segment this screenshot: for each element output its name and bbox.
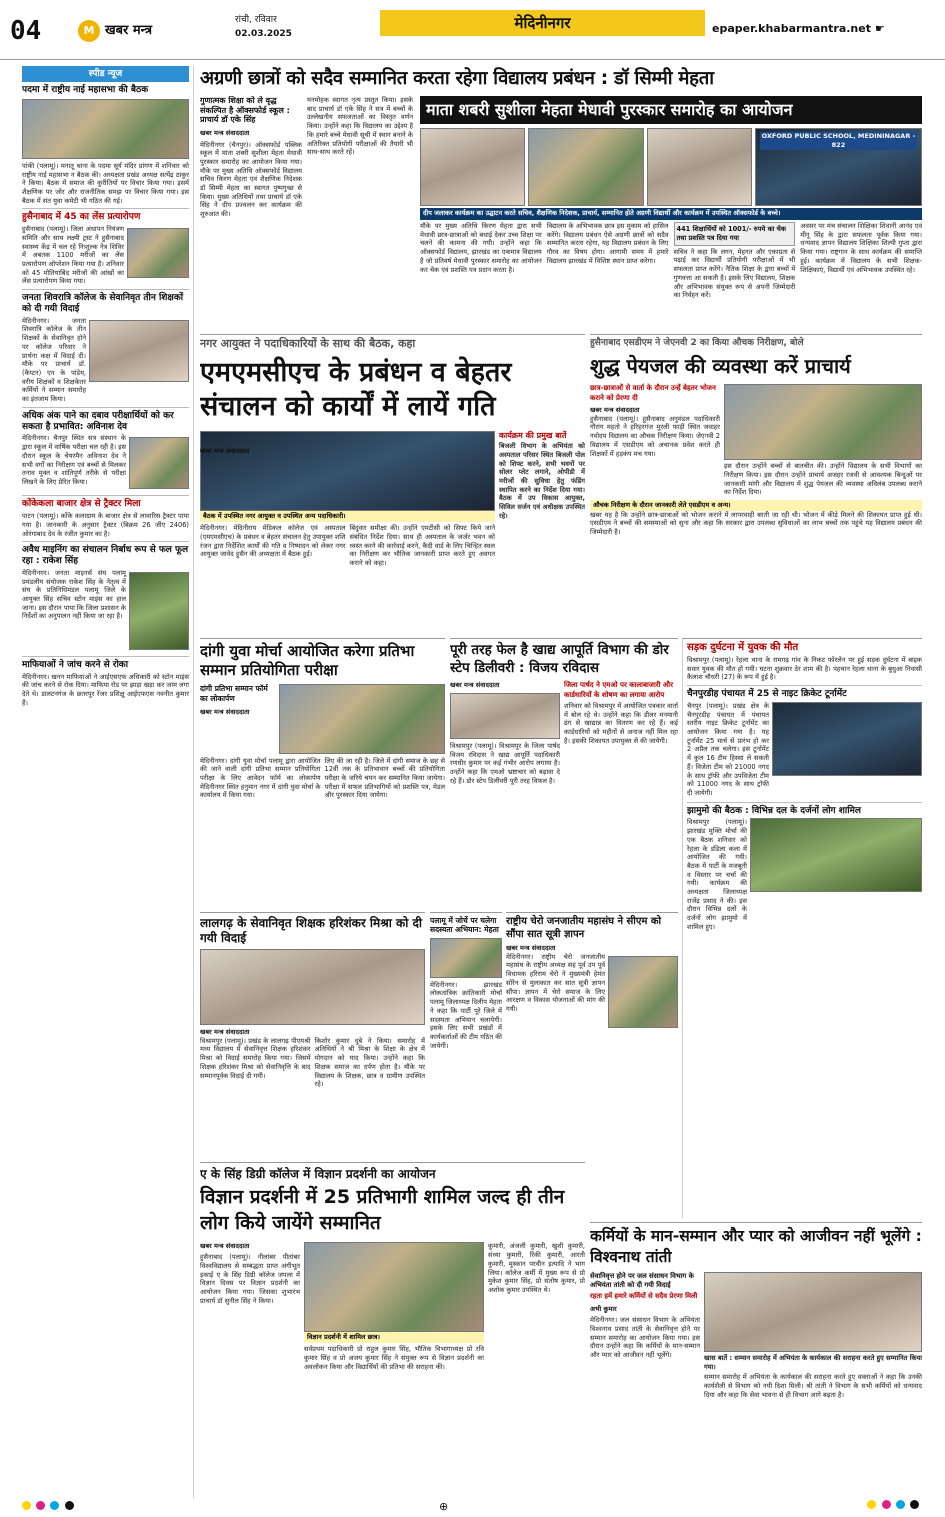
talent-bullet: दांगी प्रतिभा सम्मान फॉर्म का लोकार्पण bbox=[200, 683, 268, 703]
top-story-body-4: विद्यालय के अभिभावक छात्र इस मुकाम को हासिल करेंगे। विद्यालय प्रबंधन ऐसे अग्रणी छात्रों को सदैव सम्मानित करता रहेगा, यह विद्यालय प्रबंधन के लिए गौरव का विषय होगा। आगामी समय में हमारे विद्यालय झारखंड में विशिष्ट स्थान प्राप्त करेगा। bbox=[546, 222, 669, 265]
science-byline: खबर मन्त्र संवाददाता bbox=[200, 1242, 250, 1251]
talent-body-2: लिए की जा रही है। जिले में दांगी समाज के छह से 12वीं तक के प्रतिभावान बच्चों की प्रतियोगिता परीक्षा के जरिये चयन कर सम्मानित किया जायेगा। परीक्षा में सफल प्रतिभागियों को प्रशस्ति पत्र, मेडल और पुरस्कार दिया जायेगा। bbox=[324, 756, 445, 800]
chero-photo bbox=[608, 956, 678, 1028]
talent-story bbox=[200, 638, 445, 908]
retire-headline: लालगढ़ के सेवानिवृत शिक्षक हरिशंकर मिश्रा को दी गयी विदाई bbox=[200, 916, 422, 945]
top-story-left-text bbox=[200, 96, 415, 330]
talent-headline: दांगी युवा मोर्चा आयोजित करेगा प्रतिभा सम्मान प्रतियोगिता परीक्षा bbox=[200, 642, 415, 679]
cricket-body: चैनपुर (पलामू)। प्रखंड क्षेत्र के चैनपुरडीह पंचायत में पंचायत स्तरीय नाइट क्रिकेट टूर्नामेंट का आयोजन किया गया है। यह टूर्नामेंट 25 मार्च से प्रारंभ हो कर 2 अप्रैल तक चलेगा। इस टूर्नामेंट में कुल 16 टीम हिस्सा ले सकती हैं। विजेता टीम को 21000 नगद के साथ ट्रॉफी और उपविजेता टीम को 11000 नगद के साथ ट्रॉफी दी जायेगी। bbox=[687, 701, 769, 797]
left-story-4-body: मेदिनीनगर। चैनपुर स्थित सत्र संस्थान के द्वारा स्कूल में वार्षिक परीक्षा चल रही है। इस दौरान स्कूल के चेयरमैन अविनाश देव ने सभी वर्गों का निरीक्षण एवं बच्चों से मिलकर तनाव मुक्त व शांतिपूर्ण तरीके से परीक्षा लिखने के लिए प्रेरित किया। bbox=[22, 434, 126, 486]
cricket-photo bbox=[772, 702, 922, 776]
top-story-byline: खबर मन्त्र संवाददाता bbox=[200, 128, 250, 137]
mmch-box-title: कार्यक्रम की प्रमुख बातें bbox=[499, 431, 567, 441]
ration-headline: पूरी तरह फेल है खाद्य आपूर्ति विभाग की डोर स्टेप डिलीवरी : विजय रविदास bbox=[450, 642, 669, 676]
left-story-1-photo bbox=[22, 99, 189, 159]
left-story-4-photo bbox=[129, 437, 189, 489]
ration-body-2: शनिवार को विश्रामपुर में आयोजित पत्रकार वार्ता में बोल रहे थे। उन्होंने कहा कि डीलर मनमानी ढंग से खाद्यान्न का वितरण कर रहे हैं। कई कार्डधारियों को महीनों से अनाज नहीं मिल रहा है। इसकी शिकायत उपायुक्त से की जायेगी। bbox=[564, 701, 678, 745]
top-story-columns bbox=[420, 222, 922, 330]
water-body-3: खबर यह है कि उन्होंने छात्र-छात्राओं को भोजन कराने में लापरवाही बरती जा रही थी। भोजन में कीड़े मिलने की शिकायत प्राप्त हुई थी। एसडीएम ने बच्चों की समस्याओं को सुना और कहा कि सरकार द्वारा उपलब्ध सुविधाओं का लाभ बच्चों तक पहुंचे यह विद्यालय प्रबंधन की जिम्मेदारी है। bbox=[590, 510, 922, 537]
tanti-caption: खास बातें : सम्मान समारोह में अभियंता के कार्यकाल की सराहना करते हुए सम्मानित किया गया। bbox=[704, 1353, 922, 1371]
retire-byline: खबर मन्त्र संवाददाता bbox=[200, 1028, 250, 1036]
palamu-photo bbox=[430, 938, 502, 978]
dateline bbox=[235, 14, 292, 41]
jharkhand-body: विश्रामपुर (पलामू)। झारखंड मुक्ति मोर्चा की एक बैठक शनिवार को रेहला के डंडिला कला में आयोजित की गयी। बैठक में पार्टी के मजबूती व विस्तार पर चर्चा की गयी। कार्यक्रम की अध्यक्षता जिलाध्यक्ष राजेंद्र प्रसाद ने की। इस दौरान विभिन्न दलों के दर्जनों लोग झामुमो में शामिल हुए। bbox=[687, 818, 747, 931]
mmch-story bbox=[200, 334, 585, 634]
left-story-4-title: अधिक अंक पाने का दबाव परीक्षार्थियों को कर सकता है प्रभावित: अविनाश देव bbox=[22, 410, 174, 432]
print-registration-marks bbox=[22, 1500, 922, 1514]
water-headline: शुद्ध पेयजल की व्यवस्था करें प्राचार्य bbox=[590, 354, 851, 379]
ration-story bbox=[450, 638, 678, 908]
chero-headline: राष्ट्रीय चेरो जनजातीय महासंघ ने सीएम को सौंपा सात सूत्री ज्ञापन bbox=[506, 916, 662, 940]
school-banner-text: OXFORD PUBLIC SCHOOL, MEDININAGAR - 822 bbox=[761, 132, 916, 149]
left-story-5-title: कोंकेकला बाजार क्षेत्र से ट्रैक्टर मिला bbox=[22, 499, 141, 510]
registration-dot-icon bbox=[896, 1500, 905, 1509]
right-briefs bbox=[682, 638, 922, 1218]
science-body-2: सर्वप्रथम पदाधिकारी प्रो राहुल कुमार सिंह, भौतिक विभागाध्यक्ष प्रो रवि कुमार सिंह व प्रो अजय कुमार सिंह ने संयुक्त रूप से विज्ञान प्रदर्शनी का अवलोकन किया और विद्यार्थियों की प्रतिभा की सराहना की। bbox=[304, 1345, 484, 1371]
palamu-story bbox=[430, 912, 502, 1157]
registration-dot-icon bbox=[22, 1501, 31, 1510]
registration-dot-icon bbox=[910, 1500, 919, 1509]
water-kicker: हुसैनाबाद एसडीएम ने जेएनवी 2 का किया औचक निरीक्षण, बोले bbox=[590, 338, 804, 348]
science-body-3: कुमारी, अंजली कुमारी, खुशी कुमारी, संध्या कुमारी, रिंकी कुमारी, आरती कुमारी, मुस्कान परवीन इत्यादि ने भाग लिया। कॉलेज कर्मी में मुख्य रूप से प्रो मुकेश कुमार सिंह, प्रो संतोष कुमार, प्रो अशोक कुमार उपस्थित थे। bbox=[488, 1242, 585, 1294]
top-story-bullet: गुणात्मक शिक्षा को ले वृद्ध संकल्पित है ऑक्सफोर्ड स्कूल : प्राचार्य डॉ एके सिंह bbox=[200, 96, 290, 125]
tanti-bullet-1: सेवानिवृत्त होने पर जल संसाधन विभाग के अभियंता तांती को दी गयी विदाई bbox=[590, 1271, 694, 1290]
palamu-headline: पलामू में जोर्चे पर चलेगा सदस्यता अभियान: मेहता bbox=[430, 916, 499, 935]
jharkhand-headline: झामुमो की बैठक : विभिन्न दल के दर्जनों लोग शामिल bbox=[687, 805, 862, 816]
epaper-link[interactable] bbox=[712, 22, 885, 37]
water-body-2: इस दौरान उन्होंने बच्चों से बातचीत की। उन्होंने विद्यालय के सभी विभागों का निरीक्षण किया। इस दौरान उन्होंने प्राचार्य अजहर रजवी से आवश्यक बिन्दुओं पर जानकारी मांगी और विद्यालय में शुद्ध पेयजल की व्यवस्था अविलंब उपलब्ध कराने का निर्देश दिया। bbox=[724, 462, 922, 497]
registration-dot-icon bbox=[50, 1501, 59, 1510]
talent-body-1: मेदिनीनगर। दांगी युवा मोर्चा पलामू द्वारा आयोजित की जाने वाली दांगी प्रतिभा सम्मान प्रतियोगिता परीक्षा के लिए आवेदन फॉर्म का लोकार्पण मेदिनीनगर स्थित हनुमान नगर में दांगी युवा मोर्चा के कार्यालय में किया गया। bbox=[200, 756, 321, 800]
left-story-1-title: पदमा में राष्ट्रीय नाई महासभा की बैठक bbox=[22, 85, 149, 96]
left-story-1-body: पांकी (पलामू)। मनातू थाना के पदमा सूर्य मंदिर प्रांगण में शनिवार को राष्ट्रीय नाई महासभा न बैठक की। अध्यक्षता प्रखंड अध्यक्ष सत्येंद्र ठाकुर ने किया। बैठक में समाज की कुरीतियों पर विचार किया गया। इसमें शैक्षणिक पर जोर और राजनीतिक समझ पर विचार किया गया। इस बैठक में संत युवा कमेटी भी गठित की गई। bbox=[22, 161, 189, 205]
chero-body: मेदिनीनगर। राष्ट्रीय चेरो जनजातीय महासंघ के राष्ट्रीय अध्यक्ष सह पूर्व उप पूर्व विधायक हरिराम चेरो ने मुख्यमंत्री हेमंत सोरेन से मुलाकात कर सात सूत्री ज्ञापन सौंपा। ज्ञापन में चेरो समाज के लिए आरक्षण व विकास योजनाओं की मांग की गयी। bbox=[506, 952, 605, 1013]
tanti-byline: अभी कुमार bbox=[590, 1305, 617, 1314]
talent-byline: खबर मन्त्र संवाददाता bbox=[200, 707, 250, 716]
science-headline: विज्ञान प्रदर्शनी में 25 प्रतिभागी शामिल जल्द ही तीन लोग किये जायेंगे सम्मानित bbox=[200, 1186, 565, 1234]
tanti-story bbox=[590, 1222, 922, 1496]
ration-body-1: विश्रामपुर (पलामू)। विश्रामपुर के जिला पार्षद विजय रविदास ने खाद्य आपूर्ति पदाधिकारी रणधीर कुमार पर कई गंभीर आरोप लगाया है। उन्होंने कहा कि एमओ भ्रष्टाचार को बढ़ावा दे रहे हैं। डोर स्टेप डिलीवरी पूरी तरह विफल है। bbox=[450, 741, 560, 785]
top-story-photo-3 bbox=[647, 128, 752, 206]
left-story-3-title: जनता शिवरात्रि कॉलेज के सेवानिवृत तीन शिक्षकों को दी गयी विदाई bbox=[22, 293, 184, 314]
city-day: रांची, रविवार bbox=[235, 15, 277, 25]
epaper-url: epaper.khabarmantra.net bbox=[712, 22, 871, 35]
ration-bullet: जिला पार्षद ने एमओ पर कालाबाजारी और कार्डधारियों के शोषण का लगाया आरोप bbox=[564, 681, 673, 699]
brand-mark-icon: M bbox=[78, 20, 100, 42]
science-body-1: हुसैनाबाद (पलामू)। नीलांबर पीतांबर विश्वविद्यालय से सम्बद्धता प्राप्त अंगीभूत इकाई ए के सिंह डिग्री कॉलेज जपला में विज्ञान दिवस पर विज्ञान प्रदर्शनी का आयोजन किया गया। जिसका शुभारंभ प्राचार्य डॉ सुनील सिंह ने किया। bbox=[200, 1253, 300, 1305]
water-body-1: हुसैनाबाद (पलामू)। हुसैनाबाद अनुमंडल पदाधिकारी गौरांग महतो ने हरिहरगंज मुरली फाड़ी स्थित जवाहर नवोदय विद्यालय का औचक निरीक्षण किया। जेएनवी 2 विद्यालय में एसडीएम को अचानक प्रवेश करते ही शिक्षकों में हड़कंप मच गया। bbox=[590, 414, 720, 458]
chero-story bbox=[506, 912, 678, 1157]
top-story-photo-1 bbox=[420, 128, 525, 206]
left-column bbox=[22, 66, 194, 1498]
left-story-7-body: मेदिनीनगर। खनन माफियाओं ने आईएसएफ अधिकारी को स्टोन माइंस की जांच करने से रोक दिया। माफिया रोड पर झाड़ा खड़ा कर जाम लगा देते थे। डालटनगंज के छतरपुर रेंजर प्रशिक्षु आईएफएस नवनीत कुमार हैं। bbox=[22, 672, 189, 707]
accident-headline: सड़क दुर्घटना में युवक की मौत bbox=[687, 642, 799, 653]
registration-dot-icon bbox=[36, 1501, 45, 1510]
registration-dot-icon bbox=[867, 1500, 876, 1509]
page-number: 04 bbox=[10, 16, 42, 46]
issue-date: 02.03.2025 bbox=[235, 28, 292, 39]
accident-body: विश्रामपुर (पलामू)। रेहला थाना के रामगढ़ गांव के निकट फोरलेन पर हुई सड़क दुर्घटना में बाइक सवार युवक की मौत हो गयी। घटना शुक्रवार देर शाम की है। पहचान रेहला थाना के बुधुआ निवासी कैलाश चौधरी (27) के रूप में हुई है। bbox=[687, 656, 922, 682]
left-story-7-title: माफियाओं ने जांच करने से रोका bbox=[22, 659, 129, 670]
left-story-2-photo bbox=[127, 228, 189, 278]
left-story-3-body: मेदिनीनगर। जनता शिवरात्रि कॉलेज के तीन शिक्षकों के सेवानिवृत होने पर कॉलेज परिवार ने प्रार्थना कक्ष में विदाई दी। मौके पर प्राचार्य डॉ. (कैप्टन) एन के पांडेय, वरीय शिक्षकों व शिक्षकेतर कर्मियों ने सम्मान समारोह का इंतजाम किया। bbox=[22, 316, 86, 404]
top-story-body-6: अवसर पर मंच संचालन शिक्षिका शिवानी आनंद एवं मीनू सिंह के द्वारा सफलता पूर्वक किया गया। धन्यवाद ज्ञापन विद्यालय शिक्षिका शिल्पी गुप्ता द्वारा किया गया। राष्ट्रगान के साथ कार्यक्रम की समाप्ति हुई। कार्यक्रम में विद्यालय के सभी शिक्षक-शिक्षिकाएं, विद्यार्थी एवं अभिभावक उपस्थित रहे। bbox=[800, 222, 922, 274]
mmch-body-2: बिंदुवार समीक्षा की। उन्होंने एमटीसी को सिफ्ट किये जाने संबंधित निर्देश दिया। साथ ही अस्पताल के जर्जर भवन को ध्वस्त करने की कार्रवाई करने, कैदी वार्ड के लिए चिन्हित स्थल का निरीक्षण कर भौतिक जानकारी प्राप्त करते हुए अवगत कराने को कहा। bbox=[349, 524, 495, 567]
palamu-body: मेदिनीनगर। झारखंड लोकतांत्रिक क्रांतिकारी मोर्चा पलामू जिलाध्यक्ष दिलीप मेहता ने कहा कि पार्टी पूरे जिले में सदस्यता अभियान चलायेगी। इसके लिए सभी प्रखंडों में कार्यकर्ताओं की टीम गठित की जायेगी। bbox=[430, 980, 502, 1050]
water-bullet: छात्र-छात्राओं से वार्ता के दौरान उन्हें बेहतर भोजन कराने को प्रेरणा दी bbox=[590, 384, 716, 402]
section-title: मेदिनीनगर bbox=[380, 10, 705, 36]
jharkhand-photo bbox=[750, 818, 922, 892]
brand-logo[interactable] bbox=[78, 18, 248, 44]
chero-byline: खबर मन्त्र संवाददाता bbox=[506, 944, 556, 952]
mmch-caption: बैठक में उपस्थित नगर आयुक्त व उपस्थित अन्य पदाधिकारी। bbox=[200, 511, 495, 522]
cricket-headline: चैनपुरडीह पंचायत में 25 से नाइट क्रिकेट टूर्नामेंट bbox=[687, 689, 847, 700]
tanti-body-1: मेदिनीनगर। जल संसाधन विभाग के अभियंता विश्वनाथ प्रसाद तांती के सेवानिवृत्त होने पर सम्मान समारोह का आयोजन किया गया। इस दौरान उन्होंने कहा कि कर्मियों के मान-सम्मान और प्यार को आजीवन नहीं भूलेंगे। bbox=[590, 1316, 700, 1359]
ration-byline: खबर मन्त्र संवाददाता bbox=[450, 681, 500, 690]
water-byline: खबर मन्त्र संवाददाता bbox=[590, 406, 640, 415]
masthead bbox=[0, 0, 945, 60]
top-story-photo-2 bbox=[528, 128, 644, 206]
tanti-photo bbox=[704, 1272, 922, 1352]
water-story bbox=[590, 334, 922, 634]
cursor-icon: ☛ bbox=[874, 22, 885, 35]
retire-body-1: विश्रामपुर (पलामू)। प्रखंड के लालगढ़ पीएमश्री मध्य विद्यालय में सेवानिवृत्त शिक्षक हरिशंकर मिश्रा को विदाई समारोह किया गया। जिसमें शिक्षक हरिशंकर मिश्रा को सेवानिवृत्ति के बाद सम्मानपूर्वक विदाई दी गयी। bbox=[200, 1036, 311, 1080]
mmch-headline: एमएमसीएच के प्रबंधन व बेहतर संचालन को कार्यों में लायें गति bbox=[200, 356, 512, 422]
left-story-6-body: मेदिनीनगर। जनता माइनर्स संघ पलामू प्रमंडलीय संयोजक राकेश सिंह के नेतृत्व में संघ के प्रतिनिधिमंडल पलामू जिले के आयुक्त सिंह सचिव स्टोन माइंस का हाल जाना। इस दौरान पाया कि जिला प्रशासन के निर्देशों का अनुपालन नहीं किया जा रहा है। bbox=[22, 568, 126, 621]
science-photo bbox=[304, 1242, 484, 1332]
top-story-body-2: मनमोहक स्वागत नृत्य प्रस्तुत किया। इसके बाद प्राचार्य डॉ एके सिंह ने सत्र में बच्चों के उल्लेखनीय सफलताओं का विस्तृत वर्णन किया। उन्होंने कहा कि विद्यालय का उद्देश्य है कि हमारे बच्चे मेधावी सूची में स्थान बनाने के अतिरिक्त प्रतियोगी परीक्षाओं की तैयारी भी साथ-साथ करते रहें। bbox=[307, 96, 413, 157]
retire-body-2: किशोर कुमार दुबे ने किया। समारोह में अतिथियों ने श्री मिश्रा के शिक्षा के क्षेत्र में योगदान को याद किया। उन्होंने कहा कि शिक्षक समाज का दर्पण होता है। मौके पर विद्यालय के शिक्षक, छात्र व ग्रामीण उपस्थित रहे। bbox=[314, 1036, 425, 1089]
top-story-headline-bar bbox=[200, 64, 922, 94]
top-story-headline: अग्रणी छात्रों को सदैव सम्मानित करता रहेगा विद्यालय प्रबंधन : डॉ सिम्मी मेहता bbox=[200, 68, 714, 89]
water-photo bbox=[724, 384, 922, 460]
top-story-pullquote: 441 शिक्षार्थियों को 1001/- रुपये का चेक तथा प्रशस्ति पत्र दिया गया bbox=[674, 222, 796, 246]
brand-name: खबर मन्त्र bbox=[105, 23, 153, 39]
top-story-caption: दीप जलाकर कार्यक्रम का उद्घाटन करते सचिव, शैक्षणिक निदेशक, प्राचार्य, सम्मानित होते अग्रणी विद्यार्थी और कार्यक्रम में उपस्थित ऑक्सफोर्ड के बच्चे। bbox=[420, 208, 922, 220]
registration-dot-icon bbox=[65, 1501, 74, 1510]
tanti-body-2: सम्मान समारोह में अभियंता के कार्यकाल की सराहना करते हुए वक्ताओं ने कहा कि उनकी कार्यशैली से विभाग को नयी दिशा मिली। श्री तांती ने विभाग के सभी कर्मियों को धन्यवाद दिया और कहा कि सेवा भावना से ही विभाग आगे बढ़ता है। bbox=[704, 1373, 922, 1399]
top-story-photo-strip bbox=[420, 128, 922, 206]
mmch-kicker: नगर आयुक्त ने पदाधिकारियों के साथ की बैठक, कहा bbox=[200, 337, 416, 350]
left-story-2-body: हुसैनाबाद (पलामू)। जिला अंधापन नियंत्रण समिति और साथ लक्ष्मी ट्रस्ट ने हुसैनाबाद स्वास्थ्य केंद्र में चल रहे निःशुल्क नेत्र शिविर में अबतक 1100 मरीजों का लेंस प्रत्यारोपण ऑपरेशन किया गया है। शनिवार को 45 मोतियाबिंद मरीजों की आंखों का लेंस प्रत्यारोपण किया गया। bbox=[22, 225, 124, 286]
top-story-photo-4 bbox=[755, 128, 922, 206]
tanti-bullet-2: रहता हमें हमारे कर्मियों से सदैव प्रेरणा मिली bbox=[590, 1292, 698, 1301]
talent-photo bbox=[279, 684, 445, 754]
left-story-6-photo bbox=[129, 572, 189, 650]
ration-photo bbox=[450, 693, 560, 739]
top-story-subhead: माता शबरी सुशीला मेहता मेधावी पुरस्कार समारोह का आयोजन bbox=[420, 96, 922, 124]
tanti-headline: कर्मियों के मान-सम्मान और प्यार को आजीवन नहीं भूलेंगे : विश्वनाथ तांती bbox=[590, 1227, 922, 1266]
left-story-2-title: हुसैनाबाद में 45 का लेंस प्रत्यारोपण bbox=[22, 212, 141, 223]
mmch-photo bbox=[200, 431, 495, 511]
speed-news-kicker: स्पीड न्यूज bbox=[22, 66, 189, 82]
water-caption: औचक निरीक्षण के दौरान जानकारी लेते एसडीएम व अन्य। bbox=[590, 500, 922, 511]
left-story-3-photo bbox=[89, 320, 189, 382]
mmch-body-1: मेदिनीनगर। मेदिनीराय मेडिकल कॉलेज एवं अस्पताल (एमएमसीएच) के प्रबंधन व बेहतर संचालन हेतु उपायुक्त शशि रंजन द्वारा निर्देशित कार्यों की गति व निष्पादन को लेकर नगर आयुक्त जावेद हुसैन की अध्यक्षता में बैठक हुई। bbox=[200, 524, 346, 559]
science-story bbox=[200, 1162, 585, 1496]
top-story-body-1: मेदिनीनगर (चैनपुर)। ऑक्सफोर्ड पब्लिक स्कूल में माता शबरी सुशीला मेहता मेधावी पुरस्कार समारोह का आयोजन किया गया। मौके पर मुख्य अतिथि ऑक्सफोर्ड विद्यालय सचिव किरण मेहता एवं शैक्षणिक निदेशक डॉ सिम्मी मेहता का स्वागत पुष्पगुच्छ से किया। मुख्य अतिथियों तथा प्राचार्य डॉ एके सिंह ने दीप प्रज्वलन कर कार्यक्रम की शुरुआत की। bbox=[200, 140, 302, 219]
top-story-body-5: सचिव ने कहा कि लगन, मेहनत और एकाग्रता से पढ़ाई कर विद्यार्थी प्रतियोगी परीक्षाओं में भी सफलता प्राप्त करेंगे। नैतिक शिक्षा के द्वारा बच्चों में गुणवत्ता आ सकती है। इसके लिए विद्यालय, शिक्षक और अभिभावक संयुक्त रूप से अपनी जिम्मेदारी का निर्वहन करें। bbox=[673, 247, 796, 300]
crosshair-icon: ⊕ bbox=[438, 1500, 449, 1513]
mmch-byline: खबर मन्त्र संवाददाता bbox=[200, 447, 250, 455]
retire-photo bbox=[200, 949, 425, 1025]
retire-story bbox=[200, 912, 425, 1157]
registration-dot-icon bbox=[882, 1500, 891, 1509]
left-story-6-title: अवैध माइनिंग का संचालन निर्बाध रूप से फल फूल रहा : राकेश सिंह bbox=[22, 545, 189, 567]
science-caption: विज्ञान प्रदर्शनी में शामिल छात्र। bbox=[304, 1332, 484, 1343]
science-kicker: ए के सिंह डिग्री कॉलेज में विज्ञान प्रदर्शनी का आयोजन bbox=[200, 1167, 436, 1181]
mmch-box-body: बिजली विभाग के अभियंता को अस्पताल परिसर स्थित बिजली पोल को शिफ्ट करने, सभी भवनों पर सोलर प्लेट लगाने, ओपीडी में मरीजों की सुविधा हेतु फंडिंग स्थापित करने का निर्देश दिया गया। बैठक में उप विकास आयुक्त, सिविल सर्जन एवं अधीक्षक उपस्थित रहे। bbox=[499, 442, 585, 520]
top-story-body-3: मौके पर मुख्य अतिथि किरण मेहता द्वारा सभी मेधावी छात्र-छात्राओं को बधाई देकर उच्च शिक्षा पर चलने की कामना की गयी। उन्होंने कहा कि ऑक्सफोर्ड विद्यालय, झारखंड का एकमात्र विद्यालय है जो प्रतिवर्ष मेधावी पुरस्कार समारोह का आयोजन कर चेक एवं प्रशस्ति पत्र प्रदान करता है। bbox=[420, 222, 542, 274]
left-story-5-body: पाटन (पलामू)। कोंके कलाग्राम के बाजार क्षेत्र से लावारिस ट्रैक्टर पाया गया है। जानकारी के अनुसार ट्रैक्टर (बिक्रम 26 जीए 2406) ओरंगाबाद देव के रंजीत कुमार का है। bbox=[22, 512, 189, 538]
